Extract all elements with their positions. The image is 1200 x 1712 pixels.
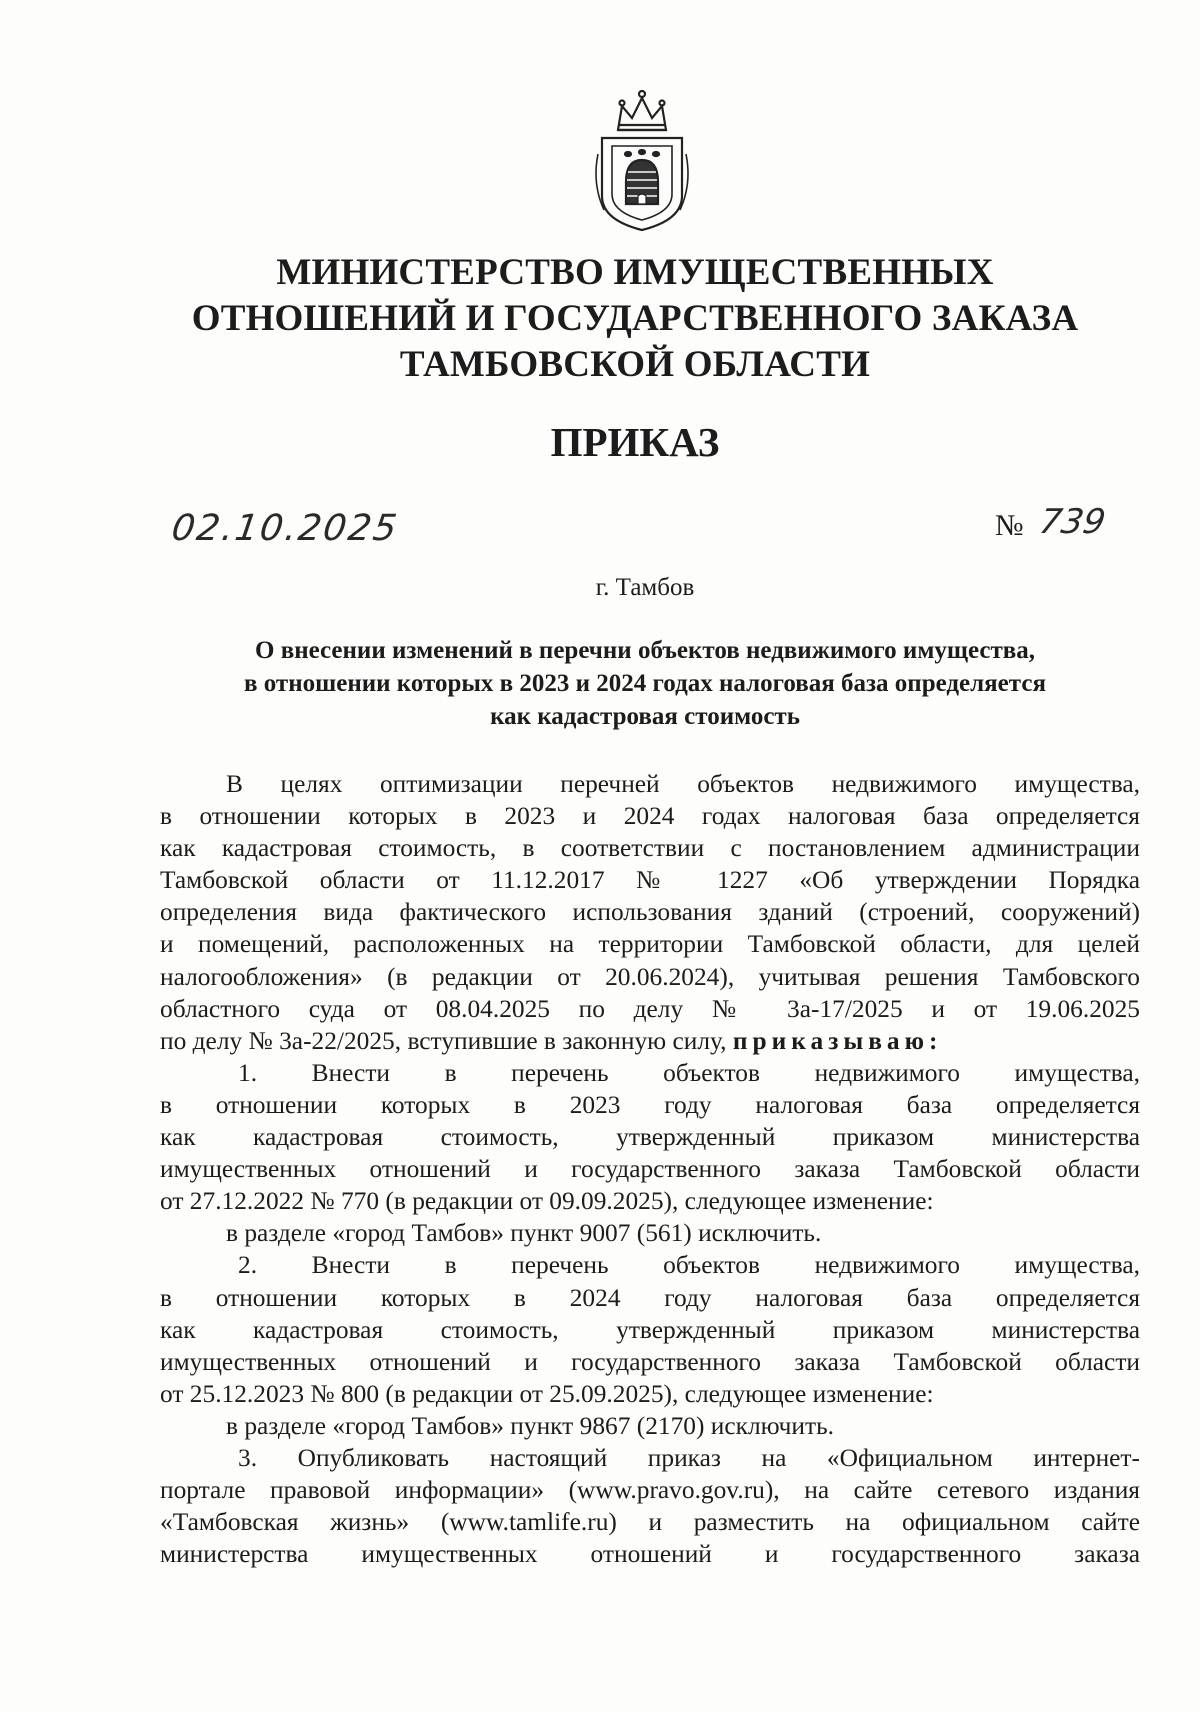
item3-line: портале правовой информации» (www.pravo.gov.ru), на сайте сетевого издания: [160, 1476, 1140, 1505]
preamble-last-text: по делу № 3а-22/2025, вступившие в законную силу,: [160, 1026, 733, 1055]
document-type-title: ПРИКАЗ: [550, 419, 720, 465]
city-line: г. Тамбов: [595, 574, 695, 601]
item1-line: как кадастровая стоимость, утвержденный приказом министерства: [160, 1123, 1140, 1152]
ministry-name-line: ТАМБОВСКОЙ ОБЛАСТИ: [399, 344, 871, 385]
item1-line: от 27.12.2022 № 770 (в редакции от 09.09.2025), следующее изменение:: [160, 1187, 934, 1216]
item2-line: от 25.12.2023 № 800 (в редакции от 25.09.2025), следующее изменение:: [160, 1379, 934, 1408]
handwritten-number: 739: [1036, 502, 1109, 542]
item3-line: «Тамбовская жизнь» (www.tamlife.ru) и разместить на официальном сайте: [160, 1508, 1140, 1537]
ministry-name-line: МИНИСТЕРСТВО ИМУЩЕСТВЕННЫХ: [276, 252, 994, 293]
number-label: №: [995, 509, 1024, 542]
item1-line: имущественных отношений и государственного заказа Тамбовской области: [160, 1155, 1140, 1184]
coat-of-arms-icon: [588, 84, 696, 232]
item2-change: в разделе «город Тамбов» пункт 9867 (2170) исключить.: [226, 1411, 835, 1440]
preamble-line: и помещений, расположенных на территории Тамбовской области, для целей: [160, 930, 1140, 959]
handwritten-date: 02.10.2025: [169, 508, 402, 549]
item3-line: министерства имущественных отношений и государственного заказа: [160, 1540, 1140, 1569]
preamble-line: областного суда от 08.04.2025 по делу № 3а-17/2025 и от 19.06.2025: [160, 994, 1140, 1023]
ministry-name-line: ОТНОШЕНИЙ И ГОСУДАРСТВЕННОГО ЗАКАЗА: [191, 298, 1079, 339]
preamble-last-line: [160, 1025, 1140, 1057]
order-word: приказываю: [732, 1026, 930, 1055]
item2-line: в отношении которых в 2024 году налоговая база определяется: [160, 1283, 1140, 1312]
preamble-line: В целях оптимизации перечней объектов недвижимого имущества,: [226, 770, 1140, 798]
subject-line: О внесении изменений в перечни объектов недвижимого имущества,: [255, 637, 1035, 664]
ministry-name: [150, 250, 1120, 388]
item2-line: как кадастровая стоимость, утвержденный приказом министерства: [160, 1315, 1140, 1344]
subject-heading: [150, 634, 1140, 733]
document-body: [160, 768, 1140, 1570]
item1-change: в разделе «город Тамбов» пункт 9007 (561) исключить.: [226, 1219, 822, 1248]
preamble-line: как кадастровая стоимость, в соответствии с постановлением администрации: [160, 834, 1140, 863]
subject-line: как кадастровая стоимость: [490, 703, 800, 730]
subject-line: в отношении которых в 2023 и 2024 годах налоговая база определяется: [244, 670, 1046, 697]
item2-line: 2. Внести в перечень объектов недвижимого имущества,: [238, 1251, 1140, 1280]
preamble-line: определения вида фактического использования зданий (строений, сооружений): [160, 898, 1140, 927]
preamble-line: в отношении которых в 2023 и 2024 годах налоговая база определяется: [160, 802, 1140, 831]
item3-line: 3. Опубликовать настоящий приказ на «Официальном интернет-: [238, 1443, 1140, 1472]
item1-line: 1. Внести в перечень объектов недвижимого имущества,: [238, 1058, 1140, 1087]
preamble-line: Тамбовской области от 11.12.2017 № 1227 «Об утверждении Порядка: [160, 866, 1140, 895]
order-colon: :: [929, 1026, 943, 1055]
item1-line: в отношении которых в 2023 году налоговая база определяется: [160, 1090, 1140, 1119]
preamble-line: налогообложения» (в редакции от 20.06.2024), учитывая решения Тамбовского: [160, 962, 1140, 991]
item2-line: имущественных отношений и государственного заказа Тамбовской области: [160, 1347, 1140, 1376]
